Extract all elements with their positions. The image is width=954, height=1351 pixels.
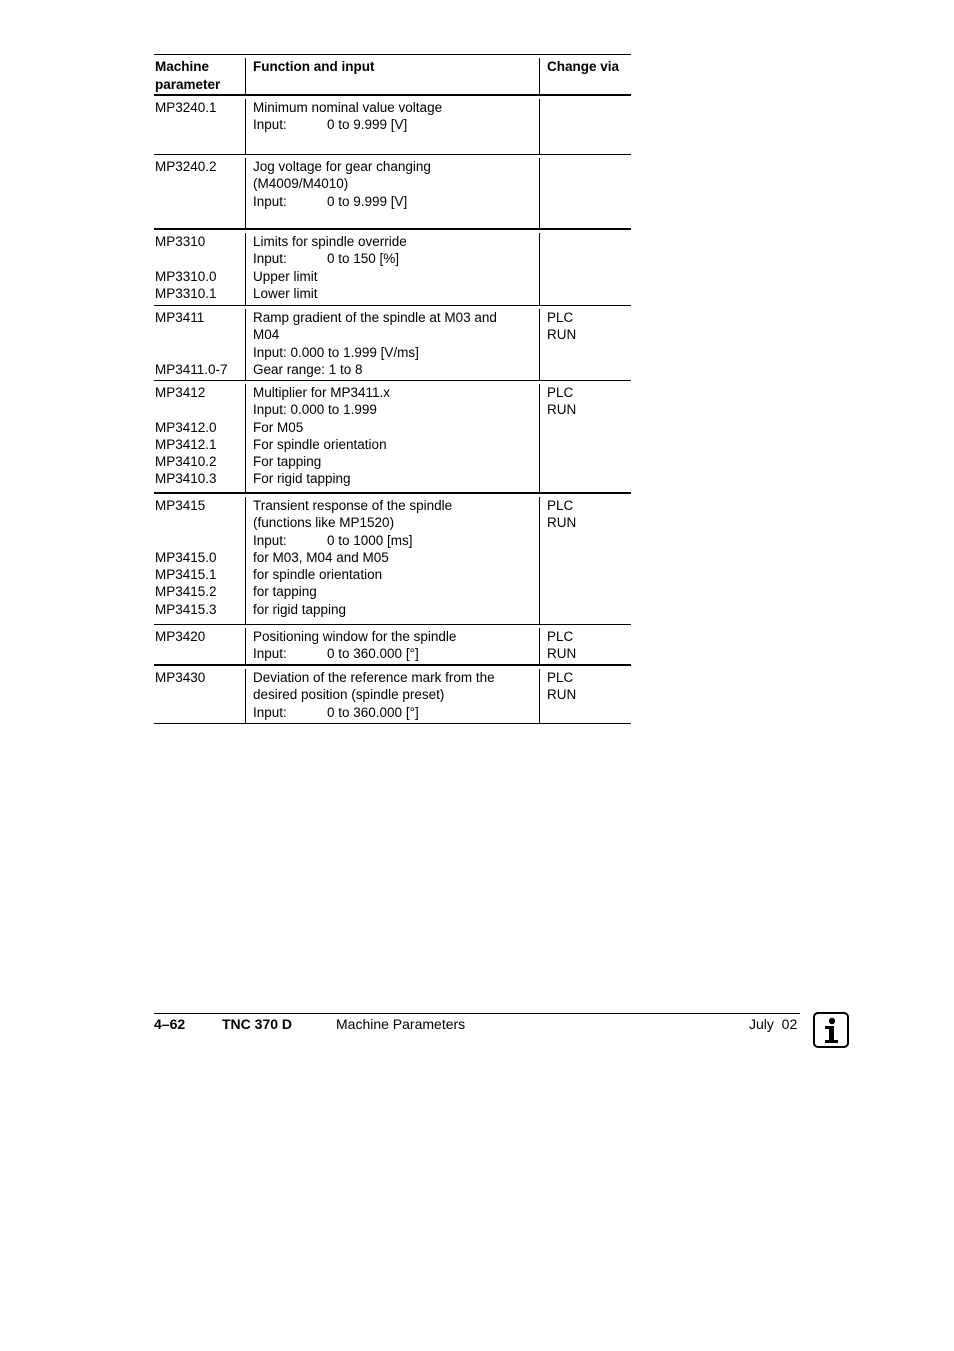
parameter-cell-line (155, 514, 245, 531)
function-cell-line: Input: 0 to 360.000 [°] (253, 704, 419, 720)
table-row (154, 494, 631, 625)
parameter-cell-line: MP3420 (155, 629, 206, 644)
function-cell (245, 309, 540, 380)
parameter-cell (154, 669, 245, 723)
parameter-cell (154, 628, 245, 664)
parameter-cell-line: MP3310.0 (155, 268, 217, 284)
parameter-cell-line (155, 532, 245, 549)
function-cell (245, 158, 540, 228)
function-cell (245, 384, 540, 492)
parameter-cell-line (155, 326, 245, 343)
function-cell-line: For spindle orientation (253, 436, 387, 452)
change-via-cell-line: RUN (547, 402, 577, 418)
change-via-cell (540, 384, 631, 492)
product-name: TNC 370 D (222, 1016, 293, 1032)
change-via-cell (540, 669, 631, 723)
change-via-cell (540, 497, 631, 624)
parameter-cell (154, 497, 245, 624)
parameter-cell-line: MP3410.3 (155, 471, 217, 487)
change-via-cell (540, 309, 631, 380)
function-cell (245, 669, 540, 723)
function-cell-line: Minimum nominal value voltage (253, 100, 443, 115)
change-via-cell (540, 628, 631, 664)
function-cell-line: Input: 0.000 to 1.999 [V/ms] (253, 344, 419, 360)
parameter-cell-line: MP3410.2 (155, 454, 217, 470)
parameter-cell-line: MP3415 (155, 498, 206, 513)
table-row (154, 381, 631, 494)
change-via-cell-line: RUN (547, 687, 577, 703)
parameter-cell-line: MP3415.1 (155, 567, 217, 583)
change-via-cell-line: RUN (547, 515, 577, 531)
table-header-row (154, 55, 631, 96)
footer-rule (154, 1013, 800, 1014)
parameter-cell-line: MP3430 (155, 670, 206, 685)
function-cell-line: Input: 0 to 1000 [ms] (253, 532, 413, 548)
parameter-cell (154, 99, 245, 154)
function-cell-line: for M03, M04 and M05 (253, 549, 389, 565)
change-via-cell (540, 233, 631, 305)
function-cell (245, 497, 540, 624)
function-cell (245, 99, 540, 154)
function-cell-line: Input: 0 to 9.999 [V] (253, 193, 408, 209)
change-via-cell-line: PLC (547, 629, 574, 644)
function-cell-line: Input: 0.000 to 1.999 (253, 402, 377, 418)
function-cell-line: for spindle orientation (253, 567, 383, 583)
function-cell-line: (functions like MP1520) (253, 515, 395, 531)
table-row (154, 230, 631, 306)
function-cell-line: Lower limit (253, 285, 318, 301)
header-machine-parameter (154, 58, 245, 94)
function-cell-line: M04 (253, 327, 280, 343)
parameter-cell-line: MP3415.3 (155, 601, 217, 617)
function-cell-line: Input: 0 to 150 [%] (253, 251, 400, 267)
table-body (154, 96, 631, 724)
parameter-cell-line: MP3412 (155, 385, 206, 400)
parameter-cell (154, 309, 245, 380)
table-row (154, 306, 631, 381)
header-change-via (540, 58, 631, 94)
function-cell-line: Deviation of the reference mark from the (253, 670, 495, 685)
change-via-cell (540, 99, 631, 154)
function-cell-line: Multiplier for MP3411.x (253, 385, 391, 400)
parameter-cell-line: MP3240.2 (155, 159, 217, 174)
function-cell-line: for tapping (253, 584, 317, 600)
table-row (154, 625, 631, 666)
function-cell-line: For rigid tapping (253, 471, 351, 487)
function-cell-line: For tapping (253, 454, 322, 470)
parameter-cell-line (155, 401, 245, 418)
change-via-cell-line: PLC (547, 310, 574, 325)
change-via-cell-line: PLC (547, 670, 574, 685)
parameter-cell (154, 384, 245, 492)
parameter-cell-line: MP3310.1 (155, 285, 217, 301)
function-cell-line: For M05 (253, 419, 304, 435)
section-title: Machine Parameters (336, 1016, 466, 1032)
table-row (154, 96, 631, 155)
parameter-cell-line (155, 344, 245, 361)
header-function-and-input (245, 58, 540, 94)
parameter-cell (154, 158, 245, 228)
info-icon-glyph (815, 1014, 847, 1046)
header-text: parameter (155, 77, 221, 92)
function-cell-line: Limits for spindle override (253, 234, 407, 249)
parameter-cell-line: MP3411 (155, 310, 205, 325)
function-cell-line: Transient response of the spindle (253, 498, 453, 513)
change-via-cell-line: RUN (547, 327, 577, 343)
function-cell-line: (M4009/M4010) (253, 176, 349, 192)
parameter-cell-line (155, 250, 245, 267)
function-cell-line: Upper limit (253, 268, 318, 284)
function-cell-line: Ramp gradient of the spindle at M03 and (253, 310, 497, 325)
parameter-cell-line: MP3412.1 (155, 436, 217, 452)
function-cell-line: Positioning window for the spindle (253, 629, 457, 644)
function-cell (245, 233, 540, 305)
table-row (154, 666, 631, 724)
change-via-cell-line: RUN (547, 646, 577, 662)
page-number: 4–62 (154, 1016, 186, 1032)
function-cell (245, 628, 540, 664)
parameter-cell-line: MP3415.2 (155, 584, 217, 600)
parameter-cell-line: MP3412.0 (155, 419, 217, 435)
header-text: Machine (155, 59, 210, 74)
info-icon (813, 1012, 849, 1048)
header-text: Function and input (253, 59, 375, 74)
parameter-cell (154, 233, 245, 305)
function-cell-line: desired position (spindle preset) (253, 687, 445, 703)
parameter-cell-line: MP3310 (155, 234, 206, 249)
change-via-cell-line: PLC (547, 385, 574, 400)
function-cell-line: for rigid tapping (253, 601, 347, 617)
function-cell-line: Gear range: 1 to 8 (253, 361, 363, 377)
change-via-cell (540, 158, 631, 228)
parameter-cell-line: MP3415.0 (155, 549, 217, 565)
header-text: Change via (547, 59, 620, 74)
function-cell-line: Input: 0 to 9.999 [V] (253, 117, 408, 133)
change-via-cell-line: PLC (547, 498, 574, 513)
function-cell-line: Jog voltage for gear changing (253, 159, 431, 174)
publication-date: July 02 (749, 1016, 798, 1032)
parameter-cell-line: MP3240.1 (155, 100, 217, 115)
function-cell-line: Input: 0 to 360.000 [°] (253, 646, 419, 662)
table-row (154, 155, 631, 230)
parameter-table (154, 54, 631, 724)
parameter-cell-line: MP3411.0-7 (155, 361, 228, 377)
